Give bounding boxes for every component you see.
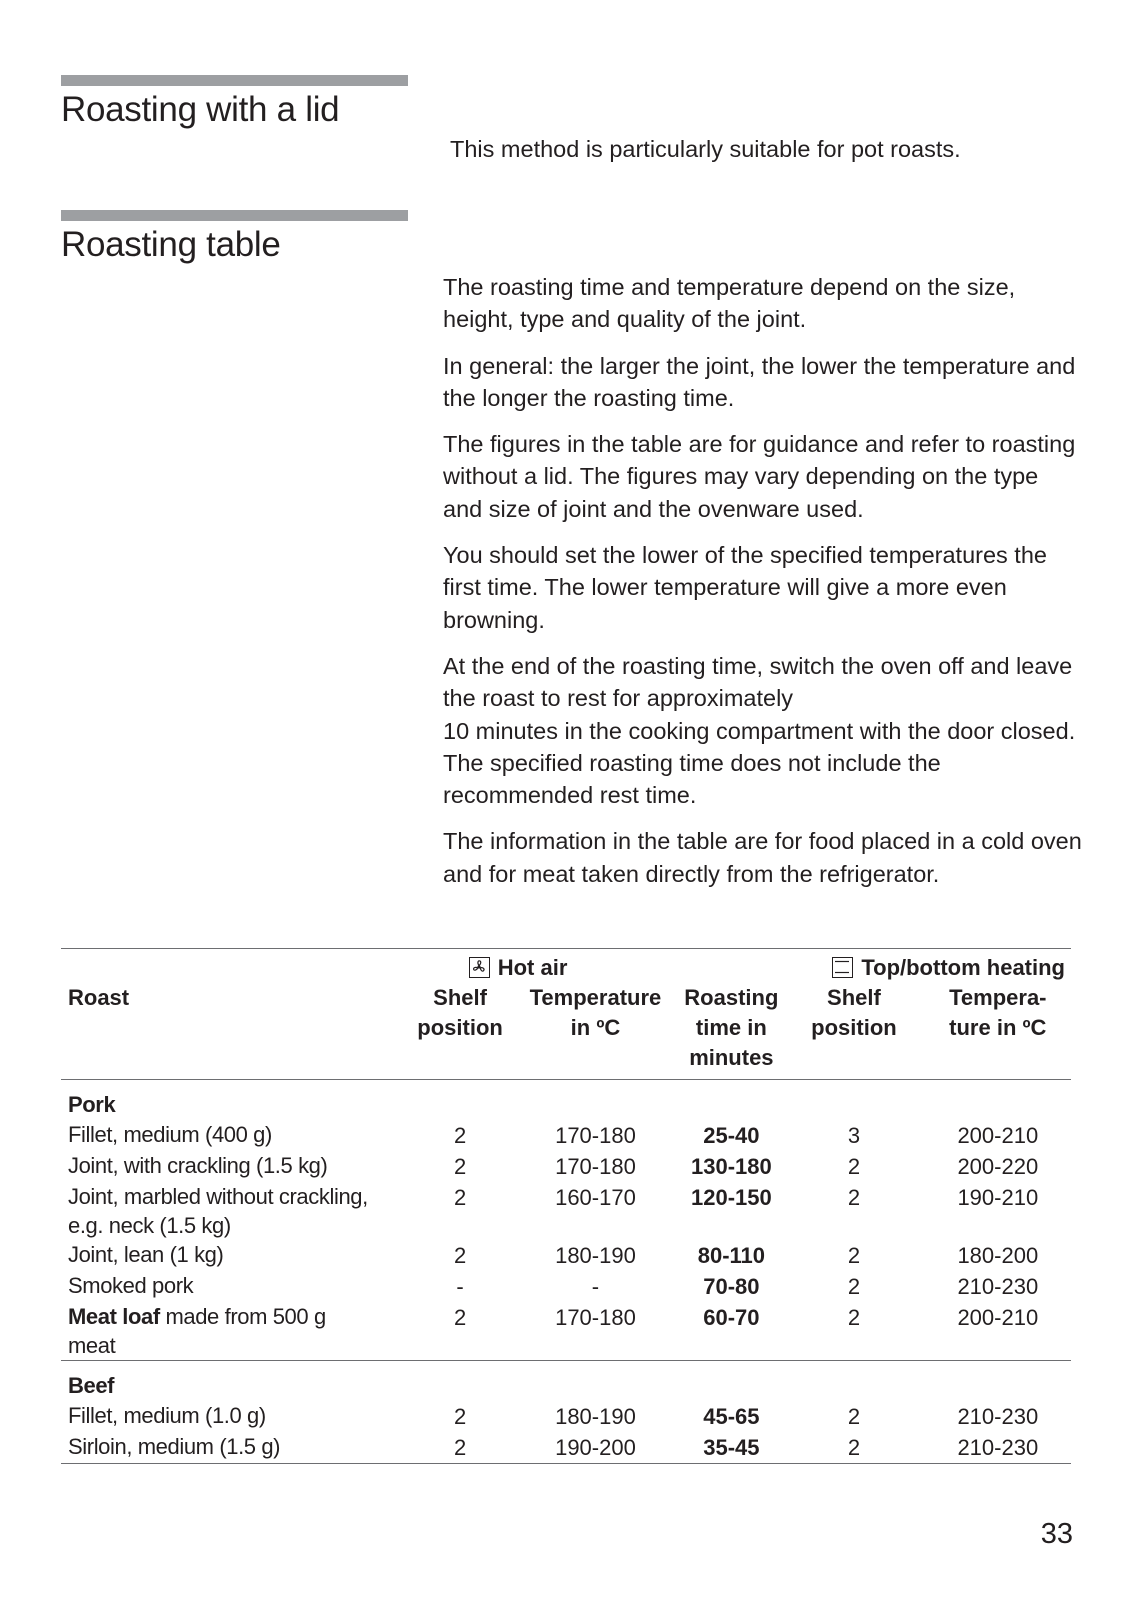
mode-top-bottom xyxy=(783,949,1071,984)
mode-label-hot-air: Hot air xyxy=(497,955,568,980)
cell-shelf-2: 2 xyxy=(847,1243,861,1268)
heading-roasting-table: Roasting table xyxy=(61,225,281,264)
column-header-row xyxy=(61,983,1071,1080)
table-row xyxy=(61,1401,1071,1432)
cell-shelf-2: 2 xyxy=(847,1404,861,1429)
cell-temp-2: 210-230 xyxy=(957,1404,1039,1429)
top-bottom-heating-icon xyxy=(832,957,853,978)
cell-time: 130-180 xyxy=(690,1154,772,1179)
table-row xyxy=(61,1271,1071,1302)
cell-temp-2: 210-230 xyxy=(957,1274,1039,1299)
col-header-text: Temperature xyxy=(529,985,662,1010)
cell-shelf-2: 3 xyxy=(847,1123,861,1148)
cell-time: 25-40 xyxy=(703,1123,760,1148)
col-header-text: ture in ºC xyxy=(949,1015,1047,1040)
intro-paragraph: The information in the table are for food placed in a cold oven and for meat taken directly from the refrigerator. xyxy=(443,828,1082,887)
heading-rule-table xyxy=(61,210,408,221)
cell-shelf-2: 2 xyxy=(847,1274,861,1299)
mode-hot-air xyxy=(409,949,680,984)
col-header-text: position xyxy=(417,1015,503,1040)
cell-temp-1: 190-200 xyxy=(511,1432,679,1464)
table-row xyxy=(61,1240,1071,1271)
heading-rule-lid xyxy=(61,75,408,86)
col-header-text: position xyxy=(811,1015,897,1040)
col-header-time xyxy=(679,983,783,1080)
intro-paragraph: In general: the larger the joint, the lower the temperature and the longer the roasting time. xyxy=(443,352,1076,411)
cell-roast: Sirloin, medium (1.5 g) xyxy=(61,1432,409,1464)
cell-temp-2: 190-210 xyxy=(957,1185,1039,1210)
col-header-text: Shelf xyxy=(827,985,881,1010)
cell-temp-1: 170-180 xyxy=(555,1154,636,1179)
cell-temp-2: 180-200 xyxy=(957,1243,1039,1268)
intro-paragraph: You should set the lower of the specified temperatures the first time. The lower temperature will give a more even browning. xyxy=(443,542,1047,633)
cell-shelf-2: 2 xyxy=(847,1154,861,1179)
mode-header-row xyxy=(61,949,1071,984)
table-row xyxy=(61,1182,1071,1240)
col-header-text: in ºC xyxy=(570,1015,621,1040)
mode-header-empty xyxy=(61,949,409,984)
cell-shelf-1: - xyxy=(456,1274,464,1299)
col-header-shelf-1 xyxy=(409,983,512,1080)
cell-roast: Fillet, medium (400 g) xyxy=(68,1122,272,1147)
col-header-shelf-2 xyxy=(783,983,924,1080)
intro-paragraph-part: At the end of the roasting time, switch the oven off and leave the roast to rest for approximately xyxy=(443,652,1073,712)
table-row xyxy=(61,1432,1071,1464)
cell-shelf-1: 2 xyxy=(453,1243,467,1268)
col-header-temp-1 xyxy=(511,983,679,1080)
fan-icon xyxy=(469,957,490,978)
group-row-pork xyxy=(61,1080,1071,1121)
group-label: Pork xyxy=(68,1092,116,1117)
cell-temp-1: - xyxy=(591,1274,600,1299)
table-row xyxy=(61,1151,1071,1182)
group-row-beef xyxy=(61,1361,1071,1402)
table-row xyxy=(61,1302,1071,1361)
cell-shelf-1: 2 xyxy=(453,1185,467,1210)
cell-shelf-2: 2 xyxy=(847,1185,861,1210)
cell-temp-2: 200-210 xyxy=(925,1302,1071,1361)
cell-time: 80-110 xyxy=(697,1243,766,1268)
lid-description: This method is particularly suitable for pot roasts. xyxy=(450,136,961,162)
col-header-roast xyxy=(61,983,409,1080)
cell-time: 60-70 xyxy=(679,1302,783,1361)
cell-temp-2: 210-230 xyxy=(925,1432,1071,1464)
cell-roast: Joint, with crackling (1.5 kg) xyxy=(68,1153,328,1178)
col-header-temp-2 xyxy=(925,983,1071,1080)
cell-roast-bold: Meat loaf xyxy=(68,1304,160,1329)
cell-roast: Joint, lean (1 kg) xyxy=(68,1242,224,1267)
cell-roast: Joint, marbled without crackling, e.g. neck (1.5 kg) xyxy=(68,1184,368,1238)
col-header-text: minutes xyxy=(689,1045,774,1070)
intro-paragraph-part: 10 minutes in the cooking compartment with the door closed. The specified roasting time does not include the recommended rest time. xyxy=(443,717,1076,809)
col-header-text: Tempera- xyxy=(949,985,1047,1010)
cell-shelf-1: 2 xyxy=(453,1123,467,1148)
roasting-table xyxy=(61,948,1071,1464)
cell-temp-1: 170-180 xyxy=(511,1302,679,1361)
cell-time: 35-45 xyxy=(679,1432,783,1464)
heading-roasting-with-lid: Roasting with a lid xyxy=(61,90,340,129)
col-header-text: Roast xyxy=(68,985,130,1010)
cell-shelf-1: 2 xyxy=(453,1404,467,1429)
cell-temp-1: 180-190 xyxy=(555,1243,636,1268)
cell-shelf-2: 2 xyxy=(783,1302,924,1361)
page-number: 33 xyxy=(1040,1518,1073,1550)
group-label: Beef xyxy=(68,1373,115,1398)
cell-temp-1: 170-180 xyxy=(555,1123,636,1148)
cell-shelf-1: 2 xyxy=(453,1154,467,1179)
cell-shelf-1: 2 xyxy=(409,1432,512,1464)
intro-paragraph xyxy=(443,650,1083,811)
cell-shelf-1: 2 xyxy=(409,1302,512,1361)
cell-roast-rest: made from 500 g meat xyxy=(68,1304,326,1358)
intro-paragraph: The figures in the table are for guidance and refer to roasting without a lid. The figures may vary depending on the type and size of joint and the ovenware used. xyxy=(443,431,1076,522)
cell-time: 45-65 xyxy=(703,1404,760,1429)
cell-temp-2: 200-220 xyxy=(957,1154,1039,1179)
cell-roast xyxy=(61,1302,409,1361)
table-row xyxy=(61,1120,1071,1151)
cell-temp-1: 160-170 xyxy=(555,1185,636,1210)
col-header-text: Shelf xyxy=(433,985,487,1010)
mode-header-empty xyxy=(679,949,783,984)
mode-label-top-bottom: Top/bottom heating xyxy=(861,955,1065,980)
cell-roast: Smoked pork xyxy=(68,1273,194,1298)
cell-roast: Fillet, medium (1.0 g) xyxy=(68,1403,266,1428)
cell-shelf-2: 2 xyxy=(783,1432,924,1464)
cell-temp-1: 180-190 xyxy=(555,1404,636,1429)
col-header-text: Roasting xyxy=(684,985,779,1010)
col-header-text: time in xyxy=(695,1015,767,1040)
cell-time: 120-150 xyxy=(690,1185,772,1210)
intro-paragraph: The roasting time and temperature depend on the size, height, type and quality of the joint. xyxy=(443,274,1016,333)
cell-time: 70-80 xyxy=(703,1274,760,1299)
cell-temp-2: 200-210 xyxy=(957,1123,1039,1148)
intro-text xyxy=(443,271,1083,904)
